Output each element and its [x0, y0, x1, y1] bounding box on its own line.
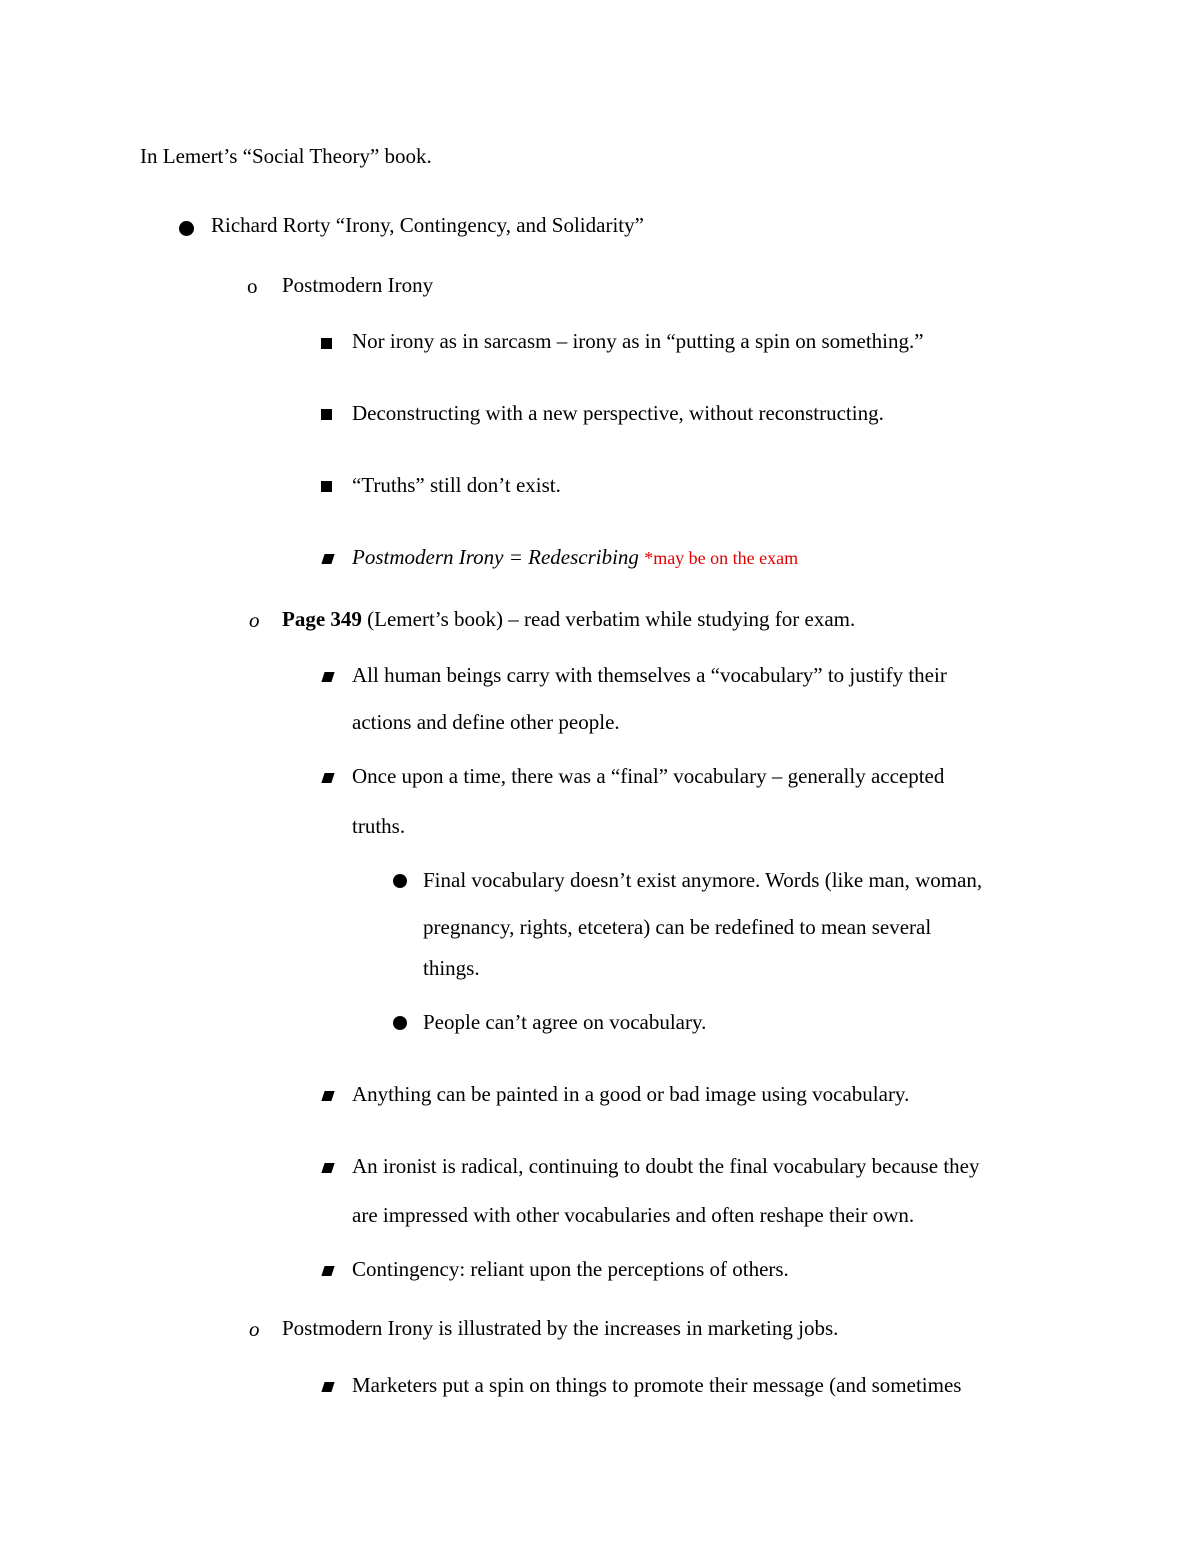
page-reference-note: (Lemert’s book) – read verbatim while studying for exam.: [361, 607, 856, 631]
list-item-postmodern-irony: Postmodern Irony: [282, 273, 434, 297]
list-item-ironist-line1: An ironist is radical, continuing to doubt the final vocabulary because they: [352, 1154, 980, 1178]
list-item-deconstructing: Deconstructing with a new perspective, without reconstructing.: [352, 401, 884, 425]
rhombus-bullet-icon: [321, 1382, 334, 1392]
list-item-final-vocabulary-line2: truths.: [352, 814, 406, 838]
list-item-agree: People can’t agree on vocabulary.: [423, 1010, 707, 1034]
rhombus-bullet-icon: [321, 1163, 334, 1173]
circle-bullet-icon: o: [249, 608, 260, 632]
list-item-truths: “Truths” still don’t exist.: [352, 473, 561, 497]
square-bullet-icon: [321, 409, 332, 420]
disc-bullet-icon: [393, 1016, 407, 1030]
list-item-page-349: [282, 609, 855, 630]
list-item-painted: Anything can be painted in a good or bad image using vocabulary.: [352, 1082, 910, 1106]
list-item-vocabulary-line1: All human beings carry with themselves a “vocabulary” to justify their: [352, 663, 947, 687]
list-item-no-final-line2: pregnancy, rights, etcetera) can be redefined to mean several: [423, 915, 932, 939]
rhombus-bullet-icon: [321, 1091, 334, 1101]
disc-bullet-icon: [393, 874, 407, 888]
list-item-vocabulary-line2: actions and define other people.: [352, 710, 620, 734]
circle-bullet-icon: o: [247, 274, 258, 298]
list-item-final-vocabulary-line1: Once upon a time, there was a “final” vocabulary – generally accepted: [352, 764, 945, 788]
rhombus-bullet-icon: [321, 554, 334, 564]
redescribing-text: Postmodern Irony = Redescribing: [352, 545, 639, 569]
list-item-no-final-line1: Final vocabulary doesn’t exist anymore. Words (like man, woman,: [423, 868, 983, 892]
list-item-marketing: Postmodern Irony is illustrated by the increases in marketing jobs.: [282, 1316, 839, 1340]
list-item-rorty: Richard Rorty “Irony, Contingency, and Solidarity”: [211, 213, 644, 237]
list-item-marketers: Marketers put a spin on things to promote their message (and sometimes: [352, 1373, 962, 1397]
list-item-ironist-line2: are impressed with other vocabularies and often reshape their own.: [352, 1203, 915, 1227]
list-item-redescribing: [352, 547, 798, 568]
rhombus-bullet-icon: [321, 1266, 334, 1276]
square-bullet-icon: [321, 481, 332, 492]
page-reference: Page 349: [282, 607, 362, 631]
list-item-sarcasm: Nor irony as in sarcasm – irony as in “putting a spin on something.”: [352, 329, 924, 353]
rhombus-bullet-icon: [321, 773, 334, 783]
square-bullet-icon: [321, 338, 332, 349]
document-heading: In Lemert’s “Social Theory” book.: [140, 144, 432, 168]
circle-bullet-icon: o: [249, 1317, 260, 1341]
list-item-no-final-line3: things.: [423, 956, 480, 980]
exam-note: *may be on the exam: [644, 548, 799, 568]
list-item-contingency: Contingency: reliant upon the perceptions of others.: [352, 1257, 789, 1281]
rhombus-bullet-icon: [321, 672, 334, 682]
disc-bullet-icon: [179, 221, 194, 236]
